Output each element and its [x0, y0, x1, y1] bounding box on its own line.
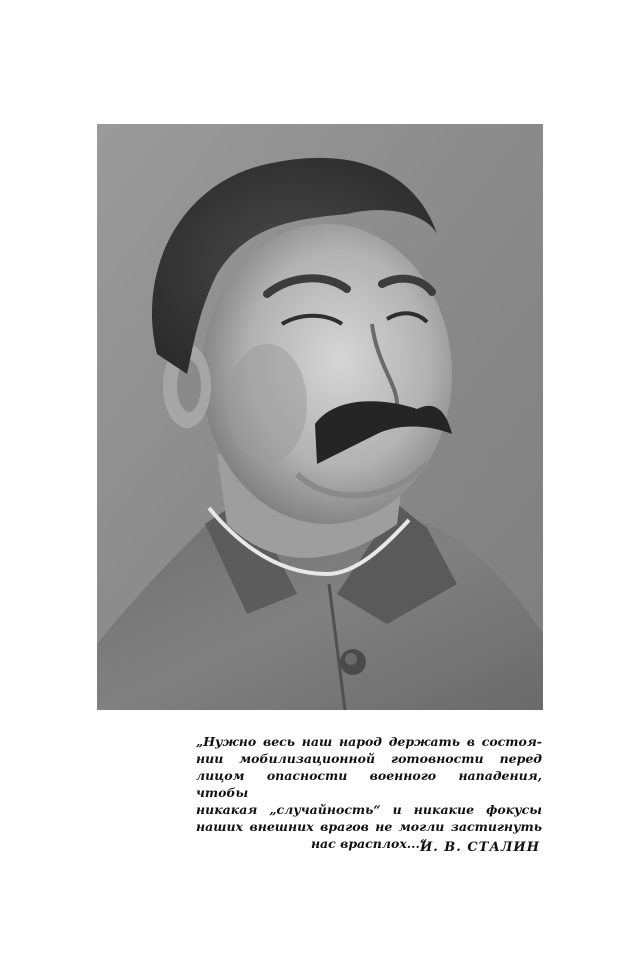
quote-line: нас врасплох...“	[310, 836, 428, 851]
quote-line: никакая „случайность“ и никакие фокусы	[196, 802, 542, 817]
quote-line: наших внешних врагов не могли застигнуть	[196, 819, 542, 834]
quote-line: нии мобилизационной готовности перед	[196, 751, 542, 766]
quote-line: „Нужно весь наш народ держать в состоя-	[196, 734, 542, 749]
quote-text	[196, 733, 542, 852]
quote-line: лицом опасности военного нападения, чтобы	[196, 768, 542, 800]
portrait-image	[97, 124, 543, 710]
quote-author: И. В. СТАЛИН	[419, 840, 540, 855]
portrait-photo	[97, 124, 543, 710]
